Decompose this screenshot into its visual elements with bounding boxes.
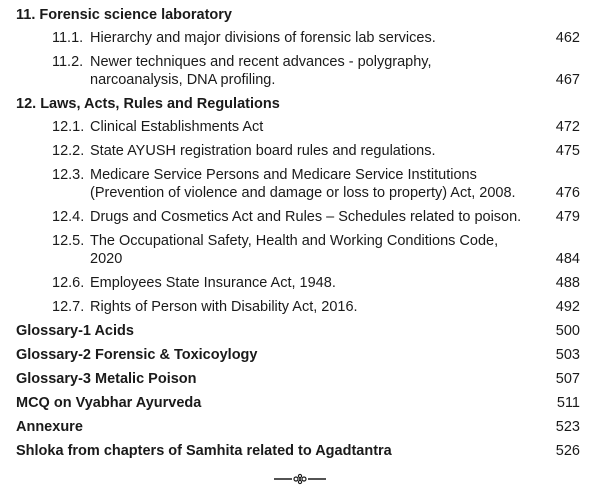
page-number: 523	[555, 419, 580, 435]
toc-appendix-entry	[0, 418, 600, 436]
toc-section-entry	[0, 142, 600, 160]
section-title	[90, 232, 530, 268]
section-number: 11.2.	[52, 54, 84, 70]
toc-appendix-entry	[0, 394, 600, 412]
section-number: 12.1.	[52, 119, 85, 135]
page-number: 511	[556, 395, 580, 411]
section-title	[90, 166, 530, 202]
chapter-number: 12.	[16, 96, 37, 112]
section-number: 12.2.	[52, 143, 85, 159]
section-title	[90, 118, 530, 136]
toc-appendix-entry	[0, 442, 600, 460]
table-of-contents	[0, 6, 600, 466]
section-title-line: Rights of Person with Disability Act, 2016.	[90, 299, 358, 315]
chapter-title: Forensic science laboratory	[39, 7, 232, 23]
entry-title: Glossary-1 Acids	[16, 323, 134, 339]
section-title-line: The Occupational Safety, Health and Working Conditions Code, 2020	[90, 233, 499, 267]
section-number: 12.3.	[52, 167, 85, 183]
section-title	[90, 208, 530, 226]
page-number: 462	[555, 30, 580, 46]
toc-section-entry	[0, 208, 600, 226]
toc-chapter-heading	[0, 6, 600, 24]
page-number: 467	[555, 72, 580, 88]
section-title-line: Clinical Establishments Act	[90, 119, 264, 135]
section-title-line: (Prevention of violence and damage or loss to property) Act, 2008.	[90, 185, 516, 201]
section-number: 12.7.	[52, 299, 85, 315]
decorative-divider-icon	[0, 472, 600, 490]
entry-title: Glossary-2 Forensic & Toxicoylogy	[16, 347, 258, 363]
entry-title: Annexure	[16, 419, 83, 435]
section-number: 12.4.	[52, 209, 85, 225]
section-title-line: State AYUSH registration board rules and regulations.	[90, 143, 436, 159]
toc-section-entry	[0, 53, 600, 89]
section-title	[90, 298, 530, 316]
toc-section-entry	[0, 232, 600, 268]
page-number: 526	[555, 443, 580, 459]
section-title-line: Hierarchy and major divisions of forensic lab services.	[90, 30, 436, 46]
page-number: 500	[555, 323, 580, 339]
section-title	[90, 53, 530, 89]
page-number: 484	[555, 251, 580, 267]
page-number: 475	[555, 143, 580, 159]
section-title	[90, 29, 530, 47]
page-number: 503	[555, 347, 580, 363]
toc-section-entry	[0, 29, 600, 47]
page-number: 476	[555, 185, 580, 201]
toc-appendix-entry	[0, 322, 600, 340]
entry-title: Glossary-3 Metalic Poison	[16, 371, 197, 387]
page-number: 488	[555, 275, 580, 291]
entry-title: Shloka from chapters of Samhita related to Agadtantra	[16, 443, 392, 459]
toc-section-entry	[0, 298, 600, 316]
toc-appendix-entry	[0, 370, 600, 388]
toc-chapter-heading	[0, 95, 600, 113]
toc-section-entry	[0, 118, 600, 136]
entry-title: MCQ on Vyabhar Ayurveda	[16, 395, 202, 411]
page-number: 507	[555, 371, 580, 387]
page-number: 492	[555, 299, 580, 315]
section-title-line: narcoanalysis, DNA profiling.	[90, 72, 276, 88]
toc-section-entry	[0, 274, 600, 292]
toc-appendix-entry	[0, 346, 600, 364]
section-title	[90, 142, 530, 160]
section-number: 11.1.	[52, 30, 84, 46]
section-title	[90, 274, 530, 292]
section-number: 12.5.	[52, 233, 85, 249]
section-title-line: Employees State Insurance Act, 1948.	[90, 275, 336, 291]
toc-section-entry	[0, 166, 600, 202]
chapter-title: Laws, Acts, Rules and Regulations	[40, 96, 280, 112]
chapter-number: 11.	[16, 7, 36, 23]
section-number: 12.6.	[52, 275, 85, 291]
section-title-line: Drugs and Cosmetics Act and Rules – Schedules related to poison.	[90, 209, 522, 225]
page-number: 472	[555, 119, 580, 135]
section-title-line: Newer techniques and recent advances - polygraphy,	[90, 54, 432, 70]
section-title-line: Medicare Service Persons and Medicare Service Institutions	[90, 167, 477, 183]
page-number: 479	[555, 209, 580, 225]
